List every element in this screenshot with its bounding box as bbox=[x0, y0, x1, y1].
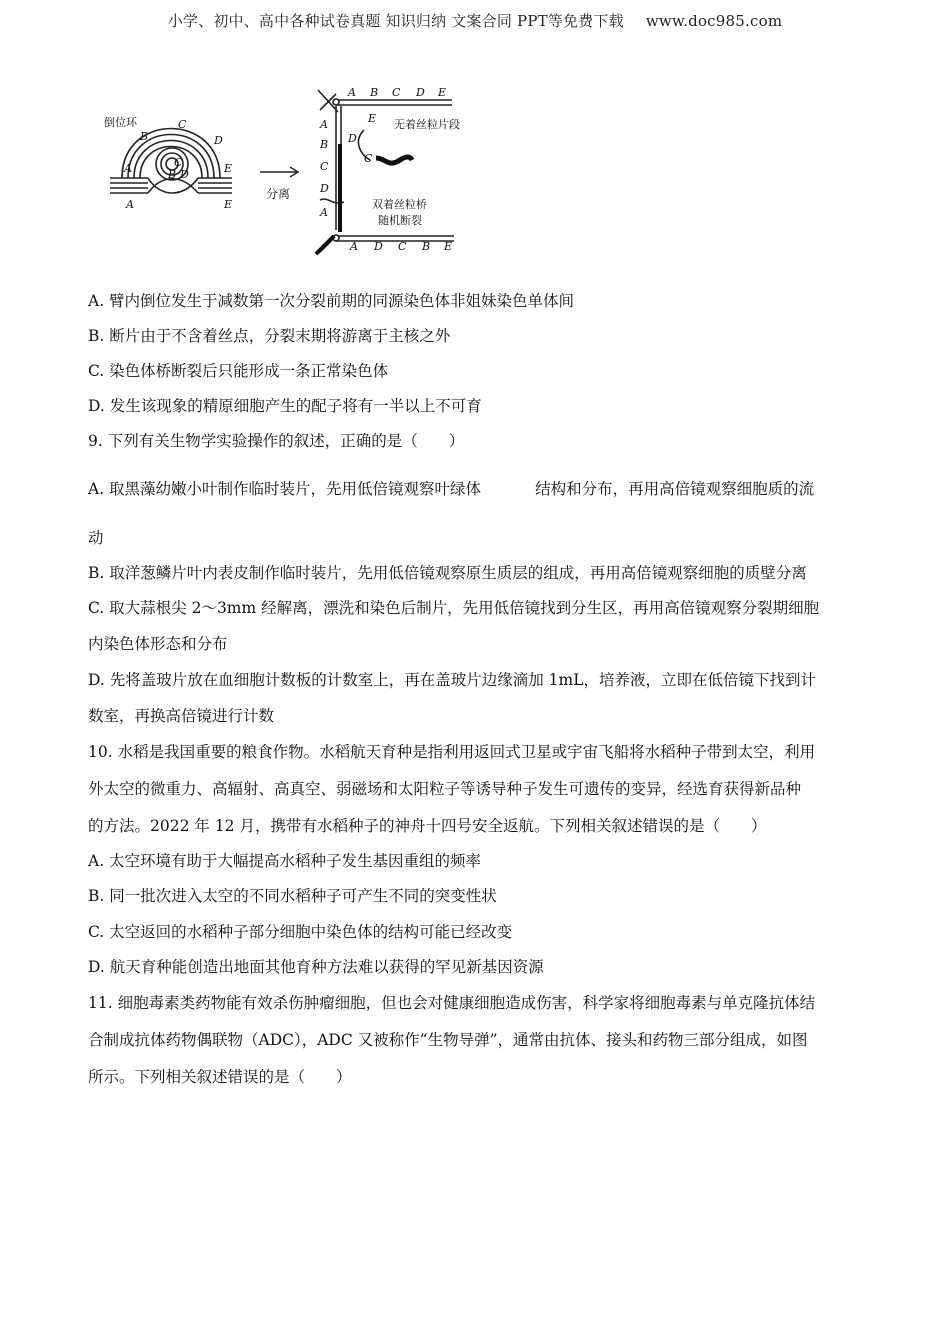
fig-arrow-label: 分离 bbox=[266, 187, 291, 201]
fig-bottom-row-letter: C bbox=[398, 240, 407, 253]
fig-bottom-row-letter: D bbox=[374, 240, 383, 253]
q10-option-d: D. 航天育种能创造出地面其他育种方法难以获得的罕见新基因资源 bbox=[88, 958, 544, 976]
fig-vertical-letter: D bbox=[320, 182, 329, 195]
fig-inversion-loop-label: 倒位环 bbox=[104, 116, 137, 129]
q9-option-a-part2: 结构和分布，再用高倍镜观察细胞质的流 bbox=[535, 480, 815, 498]
fig-vertical-letter: A bbox=[320, 206, 328, 219]
q9-option-b: B. 取洋葱鳞片叶内表皮制作临时装片，先用低倍镜观察原生质层的组成，再用高倍镜观察细胞的质壁分离 bbox=[88, 564, 807, 582]
fig-right-end-letter: E bbox=[224, 198, 233, 211]
fig-fragment-letter: E bbox=[368, 112, 377, 125]
fig-top-row-letter: B bbox=[370, 86, 379, 99]
fig-left-top-letter: C bbox=[178, 118, 187, 131]
q9-option-a bbox=[88, 479, 878, 499]
fig-bridge-break-label: 随机断裂 bbox=[378, 214, 422, 227]
fig-left-top-letter: D bbox=[214, 134, 223, 147]
fig-fragment-letter: C bbox=[364, 152, 373, 165]
fig-bridge-label: 双着丝粒桥 bbox=[372, 198, 427, 211]
q8-option-d: D. 发生该现象的精原细胞产生的配子将有一半以上不可育 bbox=[88, 397, 482, 415]
q10-stem-cont: 的方法。2022 年 12 月，携带有水稻种子的神舟十四号安全返航。下列相关叙述错误的是（ ） bbox=[88, 817, 767, 835]
fig-vertical-letter: C bbox=[320, 160, 329, 173]
fig-left-inner-letter: C bbox=[174, 156, 183, 169]
q11-stem-cont: 合制成抗体药物偶联物（ADC），ADC 又被称作“生物导弹”，通常由抗体、接头和药物三部分组成，如图 bbox=[88, 1031, 808, 1049]
q9-option-a-cont: 动 bbox=[88, 529, 104, 547]
q10-stem-cont: 外太空的微重力、高辐射、高真空、弱磁场和太阳粒子等诱导种子发生可遗传的变异，经选育获得新品种 bbox=[88, 780, 802, 798]
q8-option-b: B. 断片由于不含着丝点，分裂末期将游离于主核之外 bbox=[88, 327, 451, 345]
q9-stem: 9. 下列有关生物学实验操作的叙述，正确的是（ ） bbox=[88, 432, 465, 450]
fig-fragment-letter: D bbox=[348, 132, 357, 145]
q8-option-a: A. 臂内倒位发生于减数第一次分裂前期的同源染色体非姐妹染色单体间 bbox=[88, 292, 575, 310]
q10-stem: 10. 水稻是我国重要的粮食作物。水稻航天育种是指利用返回式卫星或宇宙飞船将水稻种子带到太空，利用 bbox=[88, 743, 816, 761]
fig-left-end-letter: A bbox=[126, 198, 134, 211]
header-site: www.doc985.com bbox=[645, 12, 783, 30]
q9-option-c-cont: 内染色体形态和分布 bbox=[88, 635, 228, 653]
header-text: 小学、初中、高中各种试卷真题 知识归纳 文案合同 PPT等免费下载 bbox=[167, 12, 624, 30]
fig-top-row-letter: D bbox=[416, 86, 425, 99]
q9-option-d: D. 先将盖玻片放在血细胞计数板的计数室上，再在盖玻片边缘滴加 1mL，培养液，立即在低倍镜下找到计 bbox=[88, 671, 817, 689]
fig-bottom-row-letter: B bbox=[422, 240, 431, 253]
fig-bottom-row-letter: A bbox=[350, 240, 358, 253]
q9-option-c: C. 取大蒜根尖 2～3mm 经解离，漂洗和染色后制片，先用低倍镜找到分生区，再用高倍镜观察分裂期细胞 bbox=[88, 599, 820, 617]
fig-top-row-letter: A bbox=[348, 86, 356, 99]
q11-stem-cont: 所示。下列相关叙述错误的是（ ） bbox=[88, 1068, 352, 1086]
fig-fragment-label: 无着丝粒片段 bbox=[394, 118, 460, 131]
fig-vertical-letter: B bbox=[320, 138, 329, 151]
fig-top-row-letter: E bbox=[438, 86, 447, 99]
page-header bbox=[0, 10, 950, 31]
fig-right-end-letter: E bbox=[224, 162, 233, 175]
q9-option-d-cont: 数室，再换高倍镜进行计数 bbox=[88, 707, 275, 725]
fig-bottom-row-letter: E bbox=[444, 240, 453, 253]
fig-left-inner-letter: D bbox=[180, 168, 189, 181]
q10-option-a: A. 太空环境有助于大幅提高水稻种子发生基因重组的频率 bbox=[88, 852, 482, 870]
inversion-figure bbox=[100, 82, 520, 260]
fig-left-inner-letter: B bbox=[168, 168, 177, 181]
fig-left-top-letter: B bbox=[140, 130, 149, 143]
q10-option-b: B. 同一批次进入太空的不同水稻种子可产生不同的突变性状 bbox=[88, 887, 497, 905]
q11-stem: 11. 细胞毒素类药物能有效杀伤肿瘤细胞，但也会对健康细胞造成伤害，科学家将细胞毒素与单克隆抗体结 bbox=[88, 994, 816, 1012]
q8-option-c: C. 染色体桥断裂后只能形成一条正常染色体 bbox=[88, 362, 389, 380]
q9-option-a-part1: A. 取黑藻幼嫩小叶制作临时装片，先用低倍镜观察叶绿体 bbox=[88, 480, 482, 498]
q10-option-c: C. 太空返回的水稻种子部分细胞中染色体的结构可能已经改变 bbox=[88, 923, 513, 941]
fig-top-row-letter: C bbox=[392, 86, 401, 99]
fig-left-end-letter: A bbox=[124, 162, 132, 175]
fig-vertical-letter: A bbox=[320, 118, 328, 131]
